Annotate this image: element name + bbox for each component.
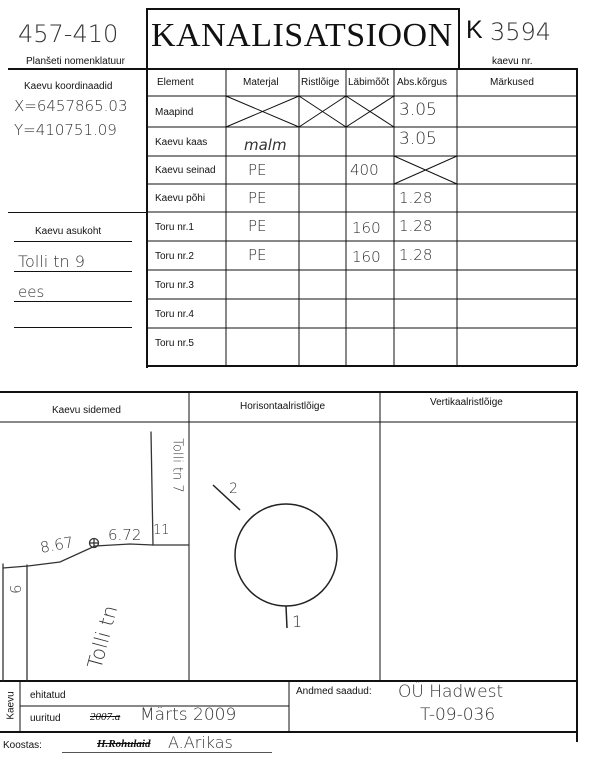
footer-kaevu-label: Kaevu [5,691,17,720]
well-number-label: kaevu nr. [492,56,533,67]
sheet-nomenclature-label: Planšeti nomenklatuur [26,56,125,67]
cell-abs-pohi: 1.28 [399,189,433,207]
uuritud-date: Märts 2009 [140,705,237,725]
street-name: Tolli tn [82,602,123,672]
house-label-11: 11 [153,523,170,538]
col-header-ristloige: Ristlõige [301,77,340,88]
cell-labimoot-seinad: 400 [350,161,379,179]
house-label-tolli-7: Tolli tn 7 [169,438,185,493]
section-vertikaal-label: Vertikaalristlõige [430,397,503,408]
well-number-prefix: K [466,16,483,44]
row-label: Kaevu seinad [155,165,216,176]
col-header-materjal: Materjal [243,77,279,88]
andmed-source: OÜ Hadwest [398,682,504,702]
row-label: Toru nr.1 [155,222,194,233]
koostas-underline [62,752,272,753]
row-label: Toru nr.2 [155,251,194,262]
col-header-labimoot: Läbimõõt [348,77,390,88]
distance-1: 8.67 [38,533,75,557]
col-header-markused: Märkused [490,77,534,88]
cell-materjal-seinad: PE [248,161,267,179]
well-circle [235,504,337,606]
row-label: Toru nr.5 [155,338,194,349]
cell-materjal-toru1: PE [248,217,267,235]
koostas-struck-name: H.Rohulaid [97,738,151,750]
house-label-9: 9 [5,584,24,594]
cell-abs-toru1: 1.28 [399,217,433,235]
coord-y: Y=410751.09 [14,121,117,139]
cell-materjal-pohi: PE [248,189,267,207]
cell-labimoot-toru1: 160 [352,219,381,237]
row-label: Toru nr.3 [155,280,194,291]
cell-abs-toru2: 1.28 [399,246,433,264]
row-label: Kaevu põhi [155,193,206,204]
cell-abs-kaas: 3.05 [399,129,437,149]
section-horisontaal-label: Horisontaalristlõige [240,401,326,412]
cell-abs-maapind: 3.05 [399,100,437,120]
col-header-element: Element [157,77,194,88]
row-label: Kaevu kaas [155,137,208,148]
pipe-1-label: 1 [292,612,303,631]
koostas-label: Koostas: [3,740,42,751]
page-title: KANALISATSIOON [151,17,453,54]
koostas-name: A.Arikas [168,733,233,752]
section-sidemed-label: Kaevu sidemed [52,405,121,416]
footer-ehitatud-label: ehitatud [30,690,66,701]
location-line-2: ees [18,283,45,301]
coords-label: Kaevu koordinaadid [24,81,113,92]
cell-materjal-kaas: malm [244,136,287,154]
cell-materjal-toru2: PE [248,246,267,264]
footer-uuritud-label: uuritud [30,713,61,724]
uuritud-struck-year: 2007.a [90,711,121,723]
pipe-2-label: 2 [229,481,238,497]
coord-x: X=6457865.03 [14,97,128,115]
location-line-1: Tolli tn 9 [18,252,85,271]
col-header-abs-korgus: Abs.kõrgus [397,77,448,88]
cell-labimoot-toru2: 160 [352,248,381,266]
well-number-value: 3594 [490,18,552,46]
row-label: Maapind [155,107,194,118]
row-label: Toru nr.4 [155,309,194,320]
andmed-label: Andmed saadud: [296,686,372,697]
sheet-nomenclature-value: 457-410 [18,20,119,48]
location-label: Kaevu asukoht [35,226,102,237]
distance-2: 6.72 [108,526,142,544]
andmed-code: T-09-036 [420,705,496,725]
pipe-1-line [286,606,287,628]
